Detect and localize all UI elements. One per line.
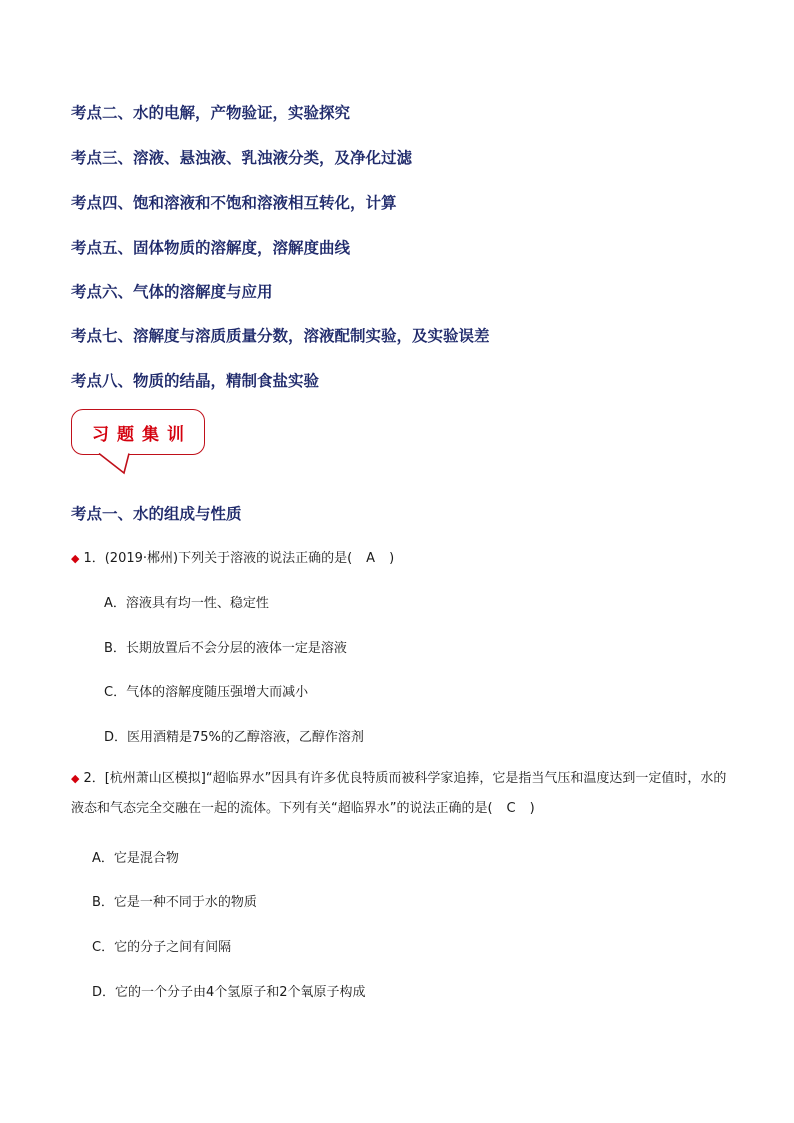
question-1-option-b: B．长期放置后不会分层的液体一定是溶液 [104,641,347,656]
kaodian-7: 考点七、溶解度与溶质质量分数，溶液配制实验，及实验误差 [71,327,490,345]
question-2-option-c: C．它的分子之间有间隔 [92,940,232,955]
callout-tail-icon [98,453,130,474]
kaodian-3: 考点三、溶液、悬浊液、乳浊液分类，及净化过滤 [71,149,413,167]
section-callout-label: 习题集训 [92,424,192,445]
question-1-stem: ◆ 1．(2019·郴州)下列关于溶液的说法正确的是( A ) [71,551,395,566]
question-2-option-a: A．它是混合物 [92,851,179,866]
kaodian-8: 考点八、物质的结晶，精制食盐实验 [71,372,320,390]
question-1-answer: A [366,551,376,566]
kaodian-5: 考点五、固体物质的溶解度，溶解度曲线 [71,239,351,257]
question-1-option-c: C．气体的溶解度随压强增大而减小 [104,685,309,700]
question-2-option-b: B．它是一种不同于水的物质 [92,895,257,910]
diamond-bullet-icon: ◆ [71,772,80,785]
kaodian-4: 考点四、饱和溶液和不饱和溶液相互转化，计算 [71,194,397,212]
question-2-answer: C [506,801,516,816]
section-callout-box [71,409,205,455]
kaodian-2: 考点二、水的电解，产物验证，实验探究 [71,104,351,122]
question-1-option-d: D．医用酒精是75%的乙醇溶液，乙醇作溶剂 [104,730,364,745]
kaodian-6: 考点六、气体的溶解度与应用 [71,283,273,301]
question-2-option-d: D．它的一个分子由4个氢原子和2个氧原子构成 [92,985,366,1000]
question-2-stem: ◆ 2．[杭州萧山区模拟]“超临界水”因具有许多优良特质而被科学家追捧，它是指当气压和温度达到一定值时，水的液态和气态完全交融在一起的流体。下列有关“超临界水”的说法正确的是( C ) [71,771,727,816]
diamond-bullet-icon: ◆ [71,552,80,565]
question-1-option-a: A．溶液具有均一性、稳定性 [104,596,269,611]
section-heading: 考点一、水的组成与性质 [71,505,242,523]
